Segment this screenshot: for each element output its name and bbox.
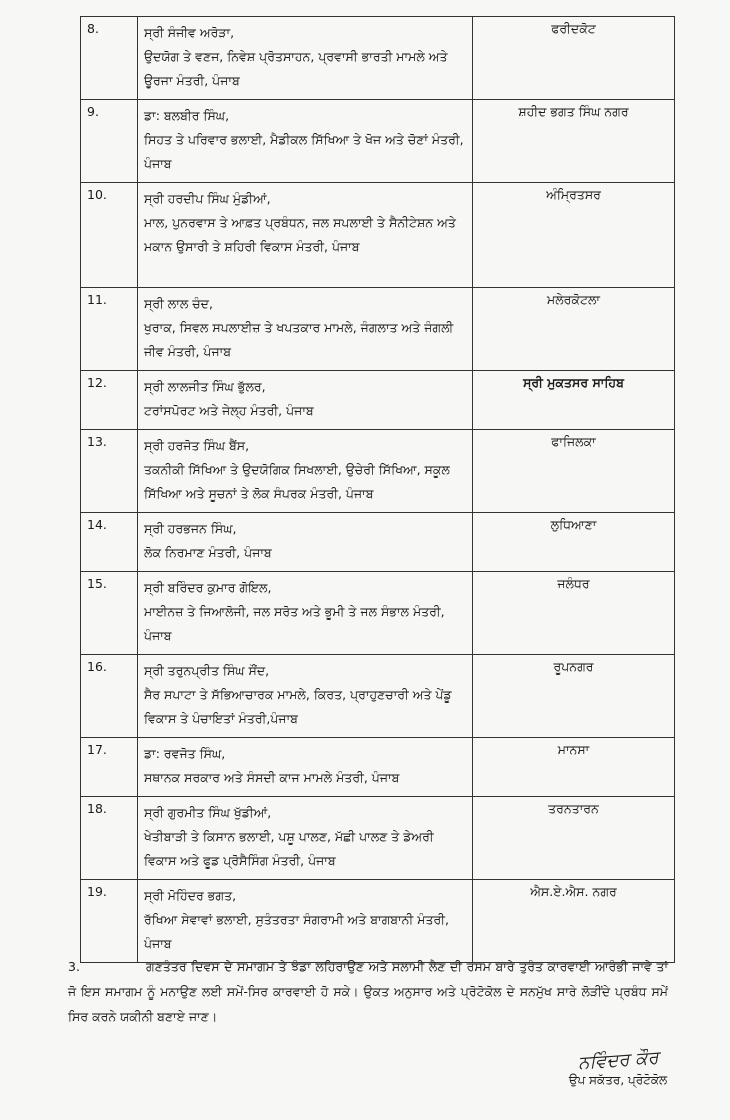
district-cell: ਮਲੇਰਕੋਟਲਾ xyxy=(473,288,675,371)
minister-name: ਸ੍ਰੀ ਤਰੁਨਪ੍ਰੀਤ ਸਿੰਘ ਸੌਂਦ, xyxy=(144,663,270,678)
minister-cell xyxy=(138,655,473,738)
table-row xyxy=(81,572,675,655)
minister-portfolio: ਸਿਹਤ ਤੇ ਪਰਿਵਾਰ ਭਲਾਈ, ਮੈਡੀਕਲ ਸਿੱਖਿਆ ਤੇ ਖੋਜ ਅਤੇ ਚੋਣਾਂ ਮੰਤਰੀ, ਪੰਜਾਬ xyxy=(144,132,464,171)
minister-name: ਸ੍ਰੀ ਬਰਿੰਦਰ ਕੁਮਾਰ ਗੋਇਲ, xyxy=(144,580,272,595)
minister-portfolio: ਰੱਖਿਆ ਸੇਵਾਵਾਂ ਭਲਾਈ, ਸੁਤੰਤਰਤਾ ਸੰਗਰਾਮੀ ਅਤੇ ਬਾਗਬਾਨੀ ਮੰਤਰੀ, ਪੰਜਾਬ xyxy=(144,912,449,951)
table-row xyxy=(81,17,675,100)
district-cell: ਐਸ.ਏ.ਐਸ. ਨਗਰ xyxy=(473,880,675,963)
minister-name: ਸ੍ਰੀ ਮੋਹਿੰਦਰ ਭਗਤ, xyxy=(144,888,237,903)
district-cell: ਸ਼ਹੀਦ ਭਗਤ ਸਿੰਘ ਨਗਰ xyxy=(473,100,675,183)
district-cell: ਜਲੰਧਰ xyxy=(473,572,675,655)
minister-district-table xyxy=(80,16,675,963)
minister-portfolio: ਖੇਤੀਬਾੜੀ ਤੇ ਕਿਸਾਨ ਭਲਾਈ, ਪਸ਼ੂ ਪਾਲਣ, ਮੱਛੀ ਪਾਲਣ ਤੇ ਡੇਅਰੀ ਵਿਕਾਸ ਅਤੇ ਫੂਡ ਪ੍ਰੋਸੈਸਿੰਗ ਮੰਤਰੀ, ਪੰਜਾਬ xyxy=(144,829,434,868)
serial-number: 16. xyxy=(81,655,138,738)
serial-number: 8. xyxy=(81,17,138,100)
minister-cell xyxy=(138,100,473,183)
minister-name: ਸ੍ਰੀ ਹਰਭਜਨ ਸਿੰਘ, xyxy=(144,521,237,536)
minister-cell xyxy=(138,513,473,572)
table-row xyxy=(81,655,675,738)
serial-number: 19. xyxy=(81,880,138,963)
paragraph-text: ਗਣਤੰਤਰ ਦਿਵਸ ਦੇ ਸਮਾਗਮ ਤੇ ਝੰਡਾ ਲਹਿਰਾਉਣ ਅਤੇ ਸਲਾਮੀ ਲੈਣ ਦੀ ਰਸਮ ਬਾਰੇ ਤੁਰੰਤ ਕਾਰਵਾਈ ਆਰੰਭੀ ਜਾਵੇ ਤਾਂ ਜੋ ਇਸ ਸਮਾਗਮ ਨੂੰ ਮਨਾਉਣ ਲਈ ਸਮੇਂ-ਸਿਰ ਕਾਰਵਾਈ ਹੋ ਸਕੇ। ਉਕਤ ਅਨੁਸਾਰ ਅਤੇ ਪ੍ਰੋਟੋਕੋਲ ਦੇ ਸਨਮੁੱਖ ਸਾਰੇ ਲੋੜੀਂਦੇ ਪ੍ਰਬੰਧ ਸਮੇਂ ਸਿਰ ਕਰਨੇ ਯਕੀਨੀ ਬਣਾਏ ਜਾਣ। xyxy=(68,959,668,1024)
minister-portfolio: ਸੈਰ ਸਪਾਟਾ ਤੇ ਸੱਭਿਆਚਾਰਕ ਮਾਮਲੇ, ਕਿਰਤ, ਪ੍ਰਾਹੁਣਚਾਰੀ ਅਤੇ ਪੇਂਡੂ ਵਿਕਾਸ ਤੇ ਪੰਚਾਇਤਾਂ ਮੰਤਰੀ,ਪੰਜਾਬ xyxy=(144,687,452,726)
minister-portfolio: ਮਾਈਨਜ਼ ਤੇ ਜਿਆਲੋਜੀ, ਜਲ ਸਰੋਤ ਅਤੇ ਭੂਮੀ ਤੇ ਜਲ ਸੰਭਾਲ ਮੰਤਰੀ, ਪੰਜਾਬ xyxy=(144,604,445,643)
minister-portfolio: ਸਥਾਨਕ ਸਰਕਾਰ ਅਤੇ ਸੰਸਦੀ ਕਾਜ ਮਾਮਲੇ ਮੰਤਰੀ, ਪੰਜਾਬ xyxy=(144,770,400,785)
minister-name: ਡਾ: ਰਵਜੋਤ ਸਿੰਘ, xyxy=(144,746,226,761)
district-cell: ਮਾਨਸਾ xyxy=(473,738,675,797)
table-row xyxy=(81,288,675,371)
signature-block xyxy=(538,1047,698,1088)
district-cell: ਅੰਮ੍ਰਿਤਸਰ xyxy=(473,183,675,288)
district-cell: ਲੁਧਿਆਣਾ xyxy=(473,513,675,572)
signatory-title: ਉਪ ਸਕੱਤਰ, ਪ੍ਰੋਟੋਕੋਲ xyxy=(568,1073,668,1087)
table-row xyxy=(81,738,675,797)
minister-name: ਸ੍ਰੀ ਲਾਲ ਚੰਦ, xyxy=(144,296,213,311)
serial-number: 18. xyxy=(81,797,138,880)
district-cell: ਤਰਨਤਾਰਨ xyxy=(473,797,675,880)
district-cell: ਸ੍ਰੀ ਮੁਕਤਸਰ ਸਾਹਿਬ xyxy=(473,371,675,430)
minister-cell xyxy=(138,430,473,513)
minister-portfolio: ਮਾਲ, ਪੁਨਰਵਾਸ ਤੇ ਆਫ਼ਤ ਪ੍ਰਬੰਧਨ, ਜਲ ਸਪਲਾਈ ਤੇ ਸੈਨੀਟੇਸ਼ਨ ਅਤੇ ਮਕਾਨ ਉਸਾਰੀ ਤੇ ਸ਼ਹਿਰੀ ਵਿਕਾਸ ਮੰਤਰੀ, ਪੰਜਾਬ xyxy=(144,215,456,254)
minister-portfolio: ਖੁਰਾਕ, ਸਿਵਲ ਸਪਲਾਈਜ਼ ਤੇ ਖਪਤਕਾਰ ਮਾਮਲੇ, ਜੰਗਲਾਤ ਅਤੇ ਜੰਗਲੀ ਜੀਵ ਮੰਤਰੀ, ਪੰਜਾਬ xyxy=(144,320,454,359)
minister-name: ਸ੍ਰੀ ਲਾਲਜੀਤ ਸਿੰਘ ਭੁੱਲਰ, xyxy=(144,379,266,394)
serial-number: 10. xyxy=(81,183,138,288)
signature-scribble: ਨਵਿੰਦਰ ਕੌਰ xyxy=(577,1047,659,1074)
serial-number: 15. xyxy=(81,572,138,655)
table-row xyxy=(81,371,675,430)
minister-cell xyxy=(138,880,473,963)
table-row xyxy=(81,183,675,288)
minister-name: ਸ੍ਰੀ ਹਰਦੀਪ ਸਿੰਘ ਮੁੰਡੀਆਂ, xyxy=(144,191,271,206)
serial-number: 9. xyxy=(81,100,138,183)
district-cell: ਫਰੀਦਕੋਟ xyxy=(473,17,675,100)
minister-portfolio: ਤਕਨੀਕੀ ਸਿੱਖਿਆ ਤੇ ਉਦਯੋਗਿਕ ਸਿਖਲਾਈ, ਉਚੇਰੀ ਸਿੱਖਿਆ, ਸਕੂਲ ਸਿੱਖਿਆ ਅਤੇ ਸੂਚਨਾਂ ਤੇ ਲੋਕ ਸੰਪਰਕ ਮੰਤਰੀ, ਪੰਜਾਬ xyxy=(144,462,450,501)
table-row xyxy=(81,797,675,880)
minister-cell xyxy=(138,371,473,430)
minister-portfolio: ਟਰਾਂਸਪੋਰਟ ਅਤੇ ਜੇਲ੍ਹ ਮੰਤਰੀ, ਪੰਜਾਬ xyxy=(144,403,314,418)
table-row xyxy=(81,430,675,513)
district-cell: ਫਾਜਿਲਕਾ xyxy=(473,430,675,513)
serial-number: 13. xyxy=(81,430,138,513)
minister-cell xyxy=(138,17,473,100)
serial-number: 14. xyxy=(81,513,138,572)
table-row xyxy=(81,100,675,183)
minister-cell xyxy=(138,288,473,371)
instruction-paragraph xyxy=(68,954,668,1029)
serial-number: 12. xyxy=(81,371,138,430)
minister-portfolio: ਉਦਯੋਗ ਤੇ ਵਣਜ, ਨਿਵੇਸ਼ ਪ੍ਰੋਤਸਾਹਨ, ਪ੍ਰਵਾਸੀ ਭਾਰਤੀ ਮਾਮਲੇ ਅਤੇ ਊਰਜਾ ਮੰਤਰੀ, ਪੰਜਾਬ xyxy=(144,49,448,88)
minister-cell xyxy=(138,183,473,288)
table-row xyxy=(81,880,675,963)
minister-cell xyxy=(138,572,473,655)
district-cell: ਰੂਪਨਗਰ xyxy=(473,655,675,738)
table-row xyxy=(81,513,675,572)
minister-name: ਡਾ: ਬਲਬੀਰ ਸਿੰਘ, xyxy=(144,108,230,123)
minister-cell xyxy=(138,797,473,880)
serial-number: 17. xyxy=(81,738,138,797)
minister-cell xyxy=(138,738,473,797)
serial-number: 11. xyxy=(81,288,138,371)
minister-name: ਸ੍ਰੀ ਹਰਜੋਤ ਸਿੰਘ ਬੈਂਸ, xyxy=(144,438,250,453)
minister-name: ਸ੍ਰੀ ਗੁਰਮੀਤ ਸਿੰਘ ਖੁੱਡੀਆਂ, xyxy=(144,805,272,820)
minister-name: ਸ੍ਰੀ ਸੰਜੀਵ ਅਰੋੜਾ, xyxy=(144,25,235,40)
minister-portfolio: ਲੋਕ ਨਿਰਮਾਣ ਮੰਤਰੀ, ਪੰਜਾਬ xyxy=(144,545,272,560)
paragraph-number: 3. xyxy=(68,959,80,974)
